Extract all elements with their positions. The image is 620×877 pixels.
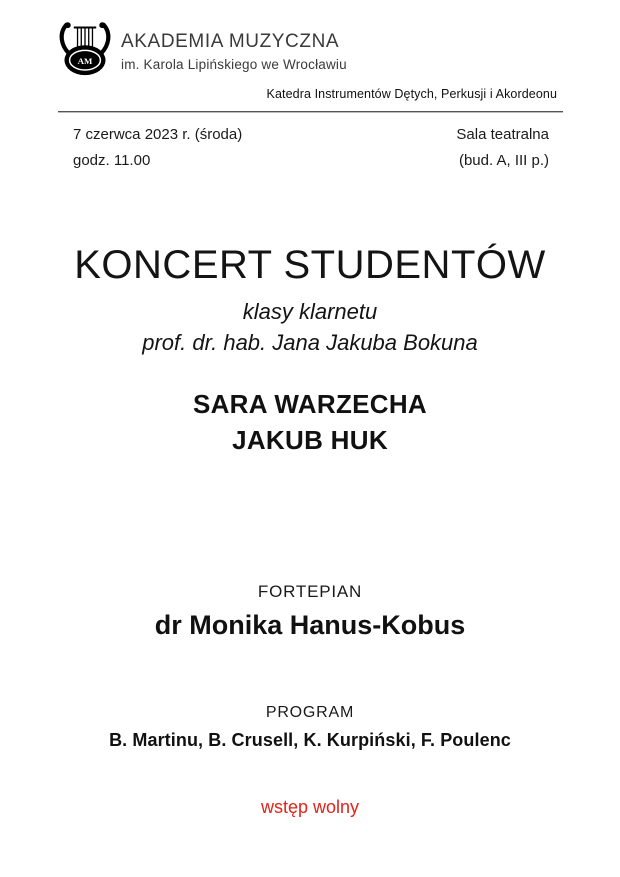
- concert-subtitle-class: klasy klarnetu: [242, 299, 378, 324]
- admission-note: wstęp wolny: [260, 797, 360, 817]
- department-line: Katedra Instrumentów Dętych, Perkusji i Akordeonu: [266, 87, 557, 101]
- concert-title: KONCERT STUDENTÓW: [74, 243, 546, 287]
- program-composers: B. Martinu, B. Crusell, K. Kurpiński, F. Poulenc: [109, 730, 511, 750]
- performer-name: JAKUB HUK: [232, 425, 388, 455]
- event-datetime: [73, 122, 242, 174]
- academy-name: AKADEMIA MUZYCZNA: [121, 31, 340, 52]
- venue-detail: (bud. A, III p.): [458, 152, 549, 169]
- performer-name: SARA WARZECHA: [192, 389, 428, 419]
- event-time: godz. 11.00: [73, 152, 151, 169]
- venue-name: Sala teatralna: [456, 126, 549, 143]
- event-venue: [456, 122, 549, 174]
- event-date: 7 czerwca 2023 r. (środa): [73, 126, 243, 143]
- academy-block: [121, 31, 347, 72]
- academy-subtitle: im. Karola Lipińskiego we Wrocławiu: [121, 57, 347, 72]
- logo-monogram: AM: [77, 55, 93, 66]
- lyre-logo-icon: [57, 20, 113, 78]
- concert-subtitle-professor: prof. dr. hab. Jana Jakuba Bokuna: [142, 330, 478, 355]
- fortepian-label: FORTEPIAN: [257, 582, 363, 601]
- pianist-name: dr Monika Hanus-Kobus: [154, 610, 466, 640]
- header-divider: [58, 111, 563, 113]
- program-label: PROGRAM: [265, 704, 355, 721]
